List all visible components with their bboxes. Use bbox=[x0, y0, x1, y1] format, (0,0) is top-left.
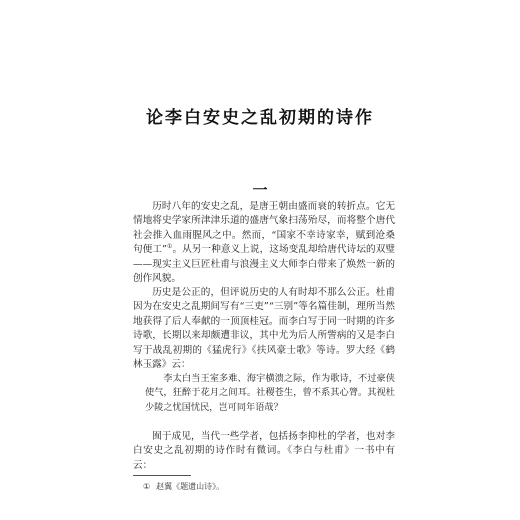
footnote-text: 赵翼《题遗山诗》。 bbox=[156, 482, 225, 491]
chapter-title: 论李白安史之乱初期的诗作 bbox=[146, 108, 374, 128]
footnote-reference: ① bbox=[166, 243, 173, 251]
paragraph-1-text-b: 。从另一种意义上说，这场变乱却给唐代诗坛的双璧——现实主义巨匠杜甫与浪漫主义大师李白带来了焕然一新的创作风貌。 bbox=[133, 244, 395, 285]
block-quote: 李太白当王室多难、海宇横溃之际，作为歌诗，不过豪侠使气，狂醉于花月之间耳。社稷苍生，曾不系其心膂。其视杜少陵之忧国忧民，岂可同年语哉？ bbox=[145, 373, 395, 413]
footnote-divider bbox=[133, 475, 191, 476]
footnote-mark: ① bbox=[143, 482, 151, 491]
paragraph-1-text-a: 历时八年的安史之乱，是唐王朝由盛而衰的转折点。它无情地将史学家所津津乐道的盛唐气象扫荡殆尽，而将整个唐代社会推入血雨腥风之中。然而，“国家不幸诗家幸，赋到沧桑句便工” bbox=[133, 201, 395, 256]
footnote bbox=[143, 481, 224, 492]
paragraph-2: 历史是公正的，但评说历史的人有时却不那么公正。杜甫因为在安史之乱期间写有“三吏”“三别”等名篇佳制，理所当然地获得了后人奉献的一顶顶桂冠。而李白写于同一时期的许多诗歌，长期以来却颇遭非议，其中尤为后人所訾病的又是李白写于战乱初期的《猛虎行》《扶风豪士歌》等诗。罗大经《鹤林玉露》云： bbox=[133, 287, 395, 371]
section-number: 一 bbox=[252, 181, 268, 199]
paragraph-3: 囿于成见，当代一些学者，包括扬李抑杜的学者，也对李白安史之乱初期的诗作时有微词。《李白与杜甫》一书中有云： bbox=[133, 431, 395, 471]
paragraph-1 bbox=[133, 200, 395, 286]
